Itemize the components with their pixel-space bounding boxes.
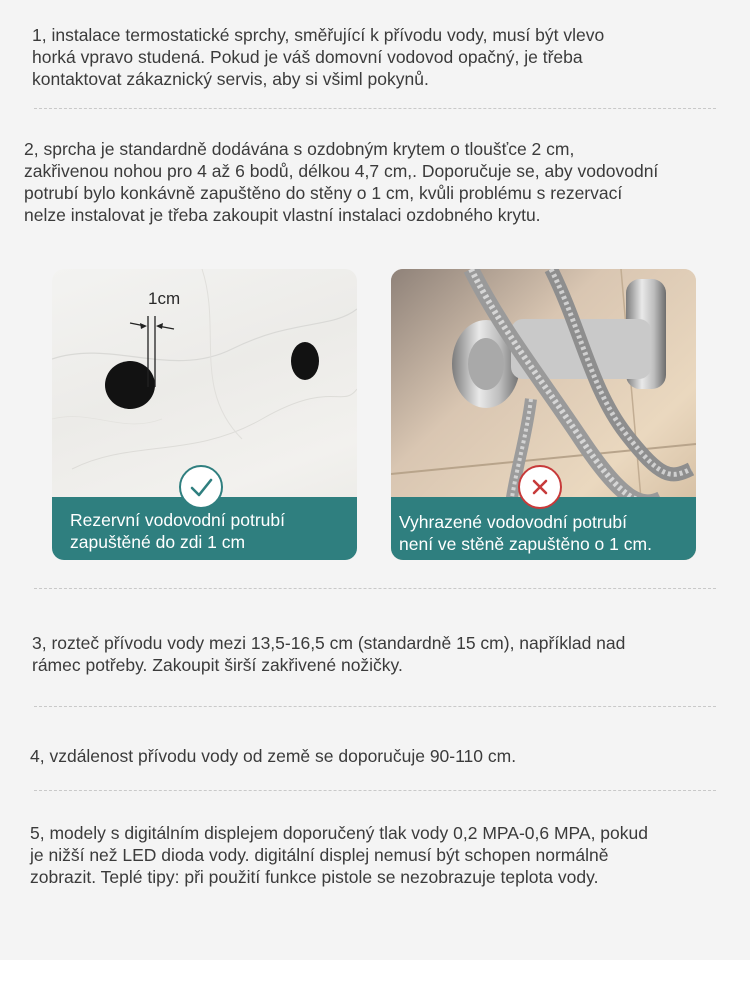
page-footer-band <box>0 960 750 998</box>
dimension-label: 1cm <box>148 289 181 308</box>
check-badge <box>179 465 223 509</box>
correct-install-card <box>52 269 357 560</box>
instruction-4: 4, vzdálenost přívodu vody od země se doporučuje 90-110 cm. <box>30 746 517 766</box>
divider <box>34 790 716 791</box>
check-icon <box>181 467 221 507</box>
divider <box>34 588 716 589</box>
cross-badge <box>518 465 562 509</box>
instruction-3: 3, rozteč přívodu vody mezi 13,5-16,5 cm (standardně 15 cm), například nad rámec potřeby. Zakoupit širší zakřivené nožičky. <box>32 633 626 675</box>
instruction-1: 1, instalace termostatické sprchy, směřující k přívodu vody, musí být vlevo horká vpravo studená. Pokud je váš domovní vodovod opačný, je třeba kontaktovat zákaznický servis, aby si všiml pokynů. <box>32 25 605 89</box>
incorrect-install-card <box>391 269 696 560</box>
cross-icon <box>520 467 560 507</box>
pipe-hole-right <box>291 342 319 380</box>
incorrect-install-caption: Vyhrazené vodovodní potrubí není ve stěně zapuštěno o 1 cm. <box>399 512 652 554</box>
divider <box>34 706 716 707</box>
instruction-2: 2, sprcha je standardně dodávána s ozdobným krytem o tloušťce 2 cm, zakřivenou nohou pro 4 až 6 bodů, délkou 4,7 cm,. Doporučuje se, aby vodovodní potrubí bylo konkávně zapuštěno do stěny o 1 cm, kvůli problému s rezervací nelze instalovat je třeba zakoupit vlastní instalaci ozdobného krytu. <box>24 139 659 225</box>
divider <box>34 108 716 109</box>
correct-install-caption: Rezervní vodovodní potrubí zapuštěné do zdi 1 cm <box>70 510 285 552</box>
instruction-5: 5, modely s digitálním displejem doporučený tlak vody 0,2 MPA-0,6 MPA, pokud je nižší než LED dioda vody. digitální displej nemusí být schopen normálně zobrazit. Teplé tipy: při použití funkce pistole se nezobrazuje teplota vody. <box>30 823 648 887</box>
